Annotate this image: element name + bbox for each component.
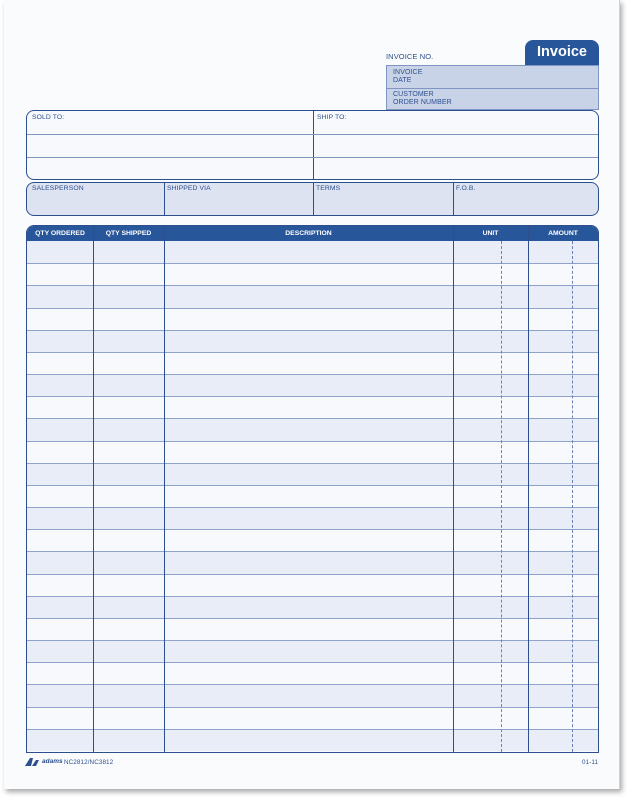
row-divider <box>27 596 598 597</box>
row-divider <box>27 485 598 486</box>
col-qty-shipped: QTY SHIPPED <box>105 230 152 237</box>
table-row[interactable] <box>27 707 598 729</box>
row-divider <box>27 330 598 331</box>
form-revision: 01-11 <box>582 759 599 766</box>
ship-to-label: SHIP TO: <box>317 114 347 121</box>
table-row[interactable] <box>27 662 598 684</box>
salesperson-field[interactable] <box>27 183 164 215</box>
table-row[interactable] <box>27 596 598 618</box>
table-row[interactable] <box>27 330 598 352</box>
table-row[interactable] <box>27 418 598 440</box>
unit-cents-divider <box>501 241 502 752</box>
table-row[interactable] <box>27 441 598 463</box>
column-divider <box>164 226 165 752</box>
invoice-form <box>4 0 620 789</box>
table-row[interactable] <box>27 463 598 485</box>
invoice-title: Invoice <box>525 40 599 65</box>
table-row[interactable] <box>27 485 598 507</box>
table-row[interactable] <box>27 729 598 751</box>
table-row[interactable] <box>27 507 598 529</box>
terms-label: TERMS <box>316 185 341 192</box>
shipping-info-section <box>26 182 599 216</box>
table-row[interactable] <box>27 241 598 263</box>
column-divider <box>93 226 94 752</box>
line-items-table <box>26 225 599 753</box>
row-divider <box>27 507 598 508</box>
table-row[interactable] <box>27 618 598 640</box>
row-divider <box>27 529 598 530</box>
terms-field[interactable] <box>314 183 453 215</box>
col-unit: UNIT <box>482 230 499 237</box>
invoice-header-box <box>386 65 599 110</box>
sold-to-field[interactable] <box>27 111 313 179</box>
invoice-no-label: INVOICE NO. <box>386 52 434 61</box>
sold-ship-section <box>26 110 599 180</box>
table-row[interactable] <box>27 396 598 418</box>
col-qty-ordered: QTY ORDERED <box>35 230 85 237</box>
row-divider <box>27 308 598 309</box>
customer-order-label: CUSTOMER ORDER NUMBER <box>393 91 452 106</box>
form-code: NC2812/NC3812 <box>64 759 114 766</box>
row-divider <box>27 418 598 419</box>
row-divider <box>27 574 598 575</box>
brand-name: adams <box>42 758 63 765</box>
row-divider <box>27 684 598 685</box>
row-divider <box>27 441 598 442</box>
col-description: DESCRIPTION <box>285 230 332 237</box>
table-row[interactable] <box>27 285 598 307</box>
table-row[interactable] <box>27 263 598 285</box>
column-divider <box>453 226 454 752</box>
row-divider <box>27 263 598 264</box>
row-divider <box>27 374 598 375</box>
table-header <box>27 226 598 241</box>
invoice-date-row[interactable] <box>387 66 598 89</box>
row-divider <box>27 396 598 397</box>
ship-to-field[interactable] <box>314 111 598 179</box>
fob-field[interactable] <box>454 183 598 215</box>
table-row[interactable] <box>27 529 598 551</box>
customer-order-row[interactable] <box>387 88 598 110</box>
row-divider <box>27 662 598 663</box>
table-row[interactable] <box>27 574 598 596</box>
table-row[interactable] <box>27 352 598 374</box>
column-divider <box>528 226 529 752</box>
table-row[interactable] <box>27 374 598 396</box>
row-divider <box>27 463 598 464</box>
salesperson-label: SALESPERSON <box>32 185 84 192</box>
row-divider <box>27 618 598 619</box>
table-row[interactable] <box>27 308 598 330</box>
table-row[interactable] <box>27 684 598 706</box>
row-divider <box>27 707 598 708</box>
amount-cents-divider <box>572 241 573 752</box>
row-divider <box>27 729 598 730</box>
shipped-via-field[interactable] <box>165 183 313 215</box>
shipped-via-label: SHIPPED VIA <box>167 185 211 192</box>
table-row[interactable] <box>27 551 598 573</box>
sold-to-label: SOLD TO: <box>32 114 65 121</box>
adams-logo-icon <box>24 757 40 767</box>
row-divider <box>27 352 598 353</box>
table-row[interactable] <box>27 640 598 662</box>
row-divider <box>27 285 598 286</box>
row-divider <box>27 551 598 552</box>
row-divider <box>27 640 598 641</box>
invoice-date-label: INVOICE DATE <box>393 69 423 84</box>
col-amount: AMOUNT <box>548 230 578 237</box>
fob-label: F.O.B. <box>456 185 476 192</box>
